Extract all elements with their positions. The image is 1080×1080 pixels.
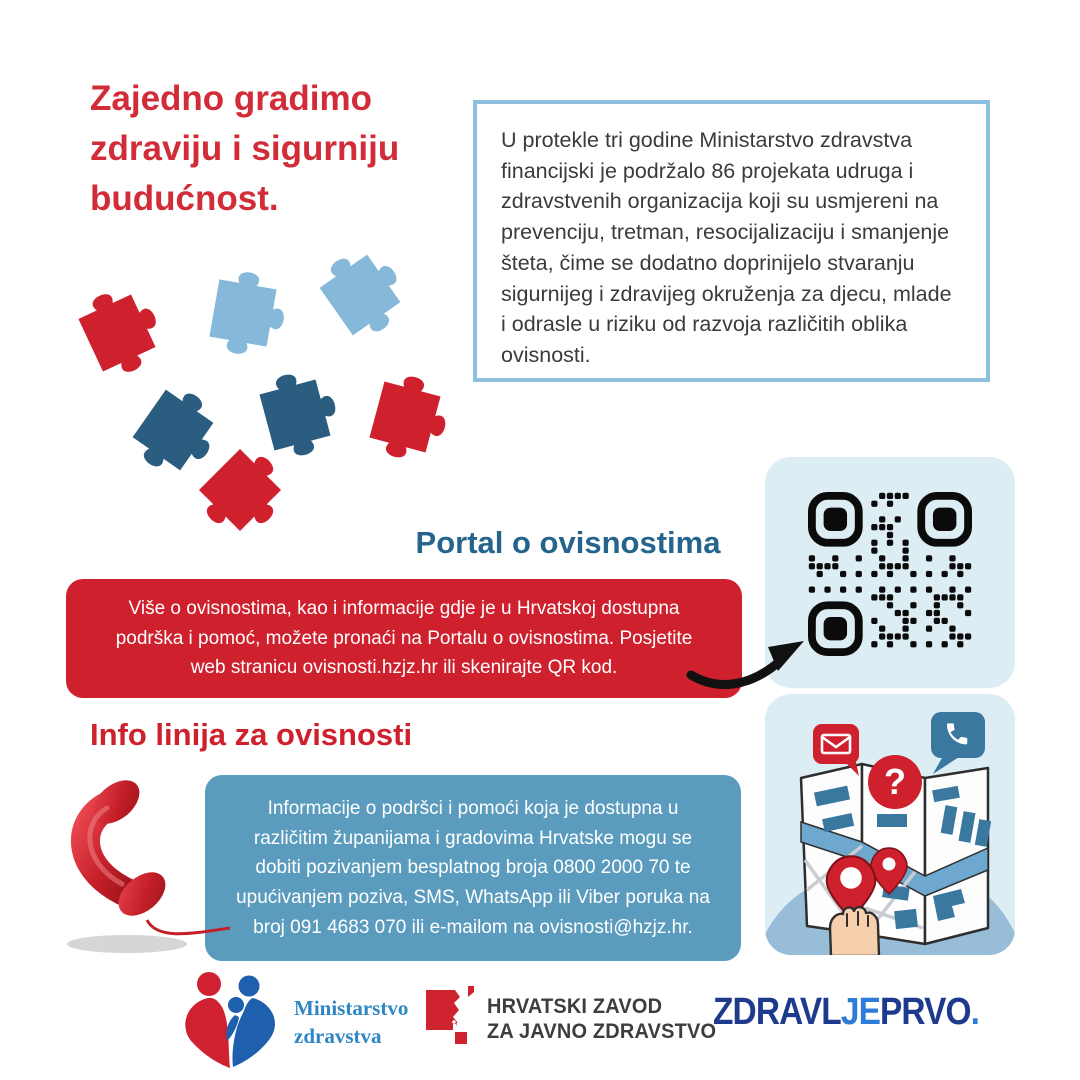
question-badge <box>868 755 922 809</box>
portal-heading: Portal o ovisnostima <box>415 525 721 560</box>
hzjz-logo-text <box>487 994 716 1044</box>
puzzle-pieces-illustration <box>50 200 500 565</box>
portal-text: Više o ovisnostima, kao i informacije gdje je u Hrvatskoj dostupna podrška i pomoć, možete pronaći na Portalu o ovisnostima. Posjetite web stranicu ovisnosti.hzjz.hr ili skenirajte QR kod. <box>115 598 693 679</box>
page-title: Zajedno gradimo zdraviju i sigurniju budućnost. <box>90 79 400 218</box>
puzzle-piece-darkblue-1 <box>126 380 231 488</box>
hzjz-line1: HRVATSKI ZAVOD <box>487 995 663 1018</box>
campaign-part3: PRVO <box>879 991 971 1033</box>
hand-icon <box>830 907 879 955</box>
ministry-logo-text <box>294 994 408 1051</box>
infoline-box <box>205 775 741 961</box>
map-illustration <box>765 694 1015 955</box>
puzzle-piece-lightblue-1 <box>207 267 290 360</box>
ministry-logo-icon <box>178 970 286 1076</box>
campaign-part1: ZDRAVL <box>713 991 841 1033</box>
intro-box <box>473 100 990 382</box>
arrow-icon <box>686 631 814 695</box>
puzzle-piece-red-1 <box>73 278 171 382</box>
phone-shadow <box>67 935 187 953</box>
map-panel <box>765 694 1015 955</box>
phone-handset-icon <box>52 770 232 965</box>
qr-code-icon <box>808 492 972 656</box>
phone-bubble-icon <box>931 712 985 774</box>
puzzle-piece-lightblue-2 <box>313 238 418 346</box>
hzjz-logo-icon <box>424 984 482 1046</box>
campaign-logo <box>713 991 979 1034</box>
infoline-heading: Info linija za ovisnosti <box>90 717 413 752</box>
puzzle-piece-red-3 <box>190 440 298 548</box>
phone-cord <box>147 920 230 934</box>
ministry-line2: zdravstva <box>294 1024 382 1049</box>
portal-box <box>66 579 742 698</box>
question-mark-icon: ? <box>884 761 906 802</box>
infoline-text: Informacije o podršci i pomoći koja je dostupna u različitim županijama i gradovima Hrvatske mogu se dobiti pozivanjem besplatnog broja 0800 2000 70 te upućivanjem poziva, SMS, WhatsApp ili Viber poruka na broj 091 4683 070 ili e-mailom na ovisnosti@hzjz.hr. <box>236 798 710 938</box>
puzzle-piece-darkblue-2 <box>256 365 345 463</box>
intro-text: U protekle tri godine Ministarstvo zdravstva financijski je podržalo 86 projekata udruga i zdravstvenih organizacija koji su usmjereni na prevenciju, tretman, resocijalizaciju i smanjenje šteta, čime se dodatno doprinijelo stvaranju sigurnijeg i zdravijeg okruženja za djecu, mlade i odrasle u riziku od razvoja različitih oblika ovisnosti. <box>501 128 952 368</box>
envelope-bubble-icon <box>813 724 859 776</box>
campaign-part4: . <box>970 991 980 1033</box>
campaign-part2: JE <box>840 991 880 1033</box>
ministry-line1: Ministarstvo <box>294 996 409 1020</box>
puzzle-piece-red-2 <box>366 370 455 468</box>
hzjz-line2: ZA JAVNO ZDRAVSTVO <box>487 1020 717 1044</box>
